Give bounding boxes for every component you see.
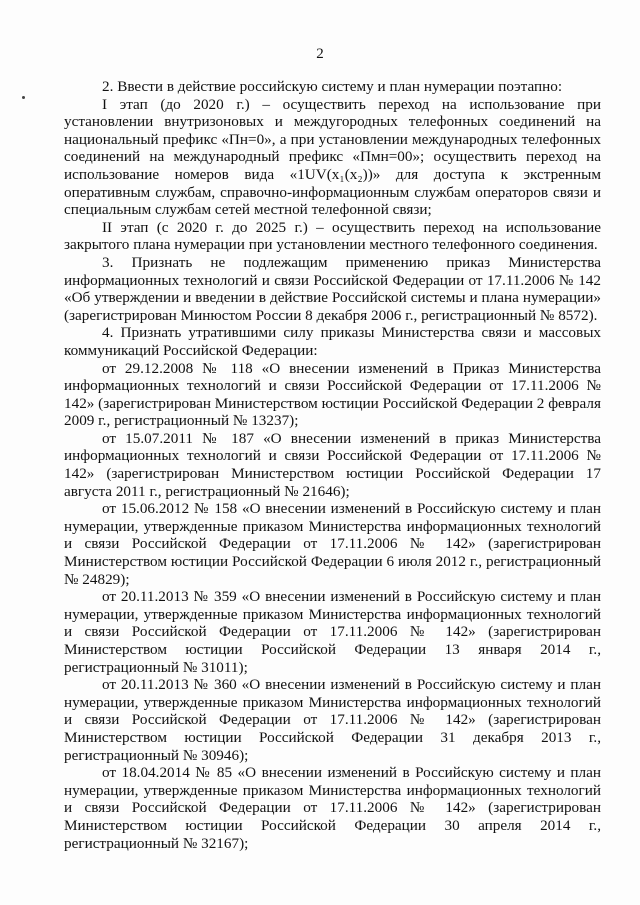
order-list-item: от 15.07.2011 № 187 «О внесении изменений в приказ Министерства информационных технологий и связи Российской Федерации от 17.11.2006 № 142» (зарегистрирован Министерством юстиции Российской Федерации 17 августа 2011 г., регистрационный № 21646); (64, 429, 601, 500)
paragraph-item-4: 4. Признать утратившими силу приказы Министерства связи и массовых коммуникаций Российской Федерации: (64, 324, 601, 359)
page-number: 2 (316, 46, 324, 62)
order-list-item: от 20.11.2013 № 359 «О внесении изменений в Российскую систему и план нумерации, утвержденные приказом Министерства информационных технологий и связи Российской Федерации от 17.11.2006 № 142» (зарегистрирован Министерством юстиции Российской Федерации 13 января 2014 г., регистрационный № 31011); (64, 588, 601, 676)
paragraph-stage-2: II этап (с 2020 г. до 2025 г.) – осуществить переход на использование закрытого плана нумерации при установлении местного телефонного соединения. (64, 218, 601, 254)
paragraph-stage-1: I этап (до 2020 г.) – осуществить переход на использование при установлении внутризоновых и междугородных телефонных соединений на национальный префикс «Пн=0», а при установлении международных телефонных соединений на международный префикс «Пмн=00»; осуществить переход на использование номеров вида «1UV(x₁(x₂))» для доступа к экстренным оперативным службам, справочно-информационным службам операторов связи и специальным службам сетей местной телефонной связи; (64, 95, 601, 219)
paragraph-item-2: 2. Ввести в действие российскую систему и план нумерации поэтапно: (102, 78, 563, 95)
order-list-item: от 20.11.2013 № 360 «О внесении изменений в Российскую систему и план нумерации, утвержденные приказом Министерства информационных технологий и связи Российской Федерации от 17.11.2006 № 142» (зарегистрирован Министерством юстиции Российской Федерации 31 декабря 2013 г., регистрационный № 30946); (64, 676, 601, 764)
order-list-item: от 18.04.2014 № 85 «О внесении изменений в Российскую систему и план нумерации, утвержденные приказом Министерства информационных технологий и связи Российской Федерации от 17.11.2006 № 142» (зарегистрирован Министерством юстиции Российской Федерации 30 апреля 2014 г., регистрационный № 32167); (64, 764, 601, 852)
order-list-item: от 15.06.2012 № 158 «О внесении изменений в Российскую систему и план нумерации, утвержденные приказом Министерства информационных технологий и связи Российской Федерации от 17.11.2006 № 142» (зарегистрирован Министерством юстиции Российской Федерации 6 июля 2012 г., регистрационный № 24829); (64, 500, 601, 588)
order-list-item: от 29.12.2008 № 118 «О внесении изменений в Приказ Министерства информационных технологий и связи Российской Федерации от 17.11.2006 № 142» (зарегистрирован Министерством юстиции Российской Федерации 2 февраля 2009 г., регистрационный № 13237); (64, 359, 601, 430)
paragraph-item-3: 3. Признать не подлежащим применению приказ Министерства информационных технологий и связи Российской Федерации от 17.11.2006 № 142 «Об утверждении и введении в действие Российской системы и плана нумерации» (зарегистрирован Минюстом России 8 декабря 2006 г., регистрационный № 8572). (64, 253, 601, 324)
scan-artifact-dot (22, 96, 25, 99)
document-body (64, 78, 601, 852)
